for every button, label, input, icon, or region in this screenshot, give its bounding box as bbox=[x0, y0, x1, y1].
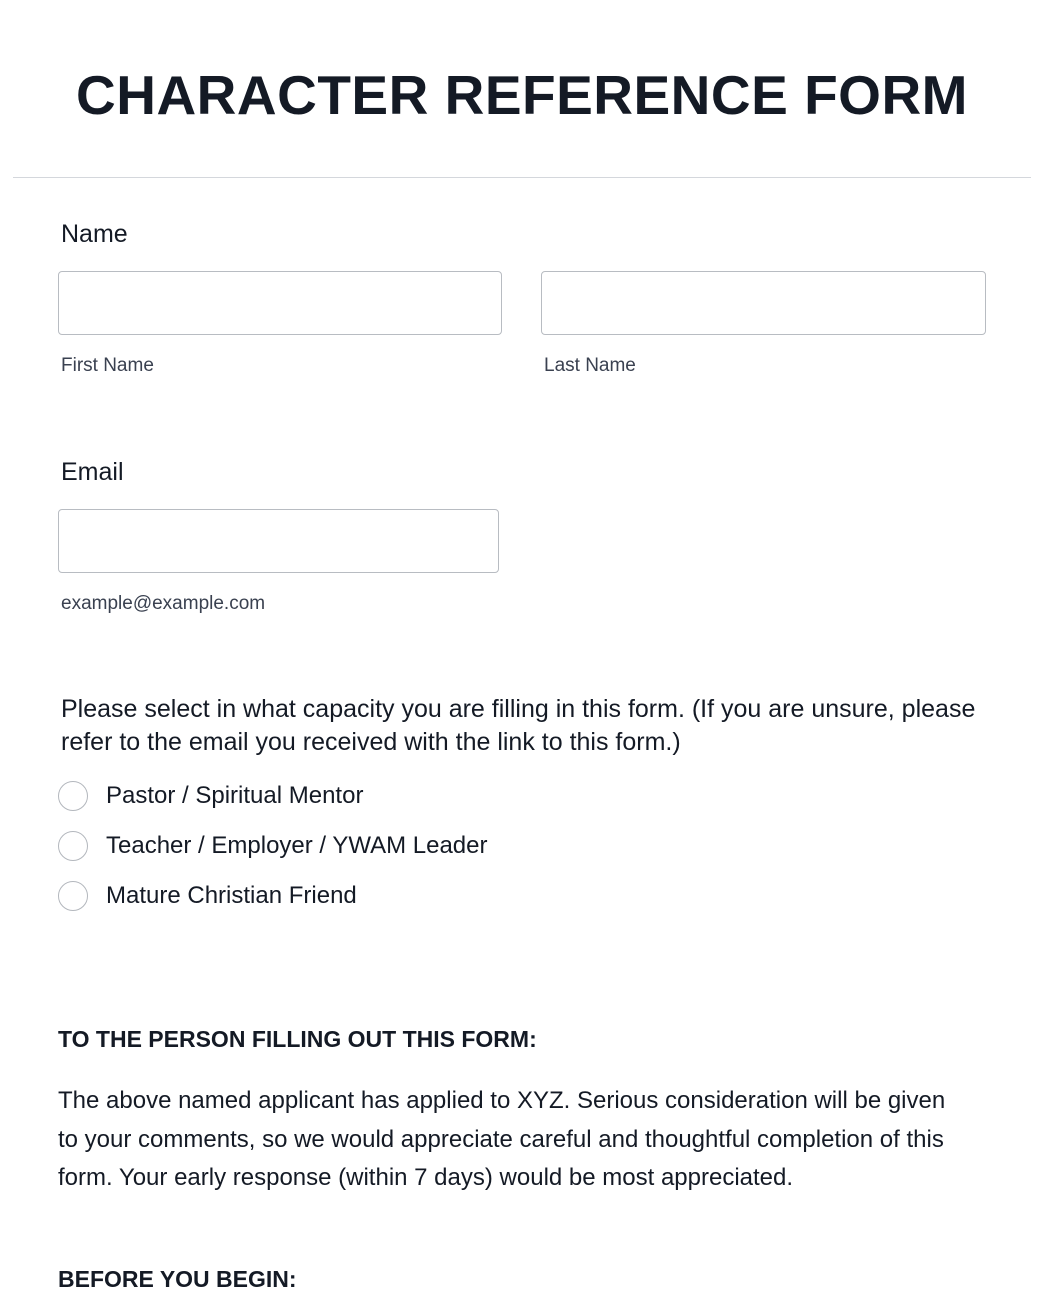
email-label: Email bbox=[61, 458, 124, 486]
radio-option-pastor[interactable] bbox=[58, 779, 363, 813]
first-name-input[interactable] bbox=[58, 271, 502, 335]
radio-button[interactable] bbox=[58, 881, 88, 911]
radio-option-teacher[interactable] bbox=[58, 829, 488, 863]
radio-label: Mature Christian Friend bbox=[106, 882, 357, 909]
instructions-paragraph: The above named applicant has applied to XYZ. Serious consideration will be given to your comments, so we would appreciate careful and thoughtful completion of this form. Your early response (within 7 days) would be most appreciated. bbox=[58, 1087, 946, 1192]
header-divider bbox=[13, 177, 1031, 178]
form-header bbox=[0, 0, 1044, 178]
form-title: CHARACTER REFERENCE FORM bbox=[76, 64, 968, 126]
first-name-sublabel: First Name bbox=[61, 355, 154, 376]
before-you-begin-heading: BEFORE YOU BEGIN: bbox=[58, 1266, 297, 1292]
radio-button[interactable] bbox=[58, 781, 88, 811]
email-input[interactable] bbox=[58, 509, 499, 573]
radio-option-friend[interactable] bbox=[58, 879, 357, 913]
radio-label: Pastor / Spiritual Mentor bbox=[106, 782, 364, 809]
capacity-question: Please select in what capacity you are filling in this form. (If you are unsure, please refer to the email you received with the link to this form.) bbox=[61, 695, 976, 756]
last-name-input[interactable] bbox=[541, 271, 986, 335]
radio-button[interactable] bbox=[58, 831, 88, 861]
email-sublabel: example@example.com bbox=[61, 593, 266, 614]
radio-label: Teacher / Employer / YWAM Leader bbox=[106, 832, 488, 859]
last-name-sublabel: Last Name bbox=[544, 355, 636, 376]
instructions-heading: TO THE PERSON FILLING OUT THIS FORM: bbox=[58, 1026, 537, 1052]
name-label: Name bbox=[61, 220, 128, 248]
